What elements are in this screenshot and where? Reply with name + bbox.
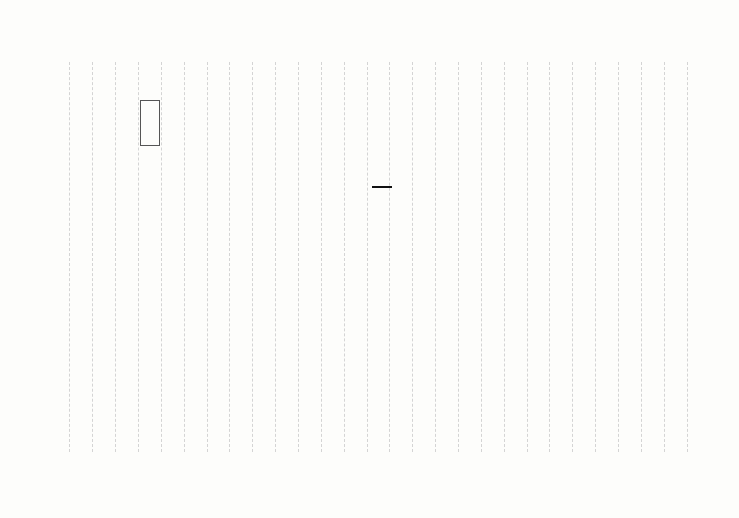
stamp-box — [140, 100, 160, 146]
column-placeholder — [184, 62, 193, 452]
column-placeholder — [458, 62, 467, 452]
column-placeholder — [687, 62, 696, 452]
column-placeholder — [344, 62, 353, 452]
column-placeholder — [207, 62, 216, 452]
column-placeholder — [92, 62, 101, 452]
column-placeholder — [549, 62, 558, 452]
column-placeholder — [161, 62, 170, 452]
column-placeholder — [367, 62, 376, 452]
column-placeholder — [252, 62, 261, 452]
column-placeholder — [389, 62, 398, 452]
column-placeholder — [527, 62, 536, 452]
column-placeholder — [321, 62, 330, 452]
column-placeholder — [229, 62, 238, 452]
column-placeholder — [115, 62, 124, 452]
column-placeholder — [298, 62, 307, 452]
column-placeholder — [504, 62, 513, 452]
column-placeholder — [481, 62, 490, 452]
column-placeholder — [435, 62, 444, 452]
column-placeholder — [618, 62, 627, 452]
column-placeholder — [641, 62, 650, 452]
column-placeholder — [664, 62, 673, 452]
column-placeholder — [595, 62, 604, 452]
column-placeholder — [412, 62, 421, 452]
dash-mark — [372, 186, 392, 188]
column-placeholder — [69, 62, 78, 452]
column-placeholder — [275, 62, 284, 452]
column-placeholder — [572, 62, 581, 452]
